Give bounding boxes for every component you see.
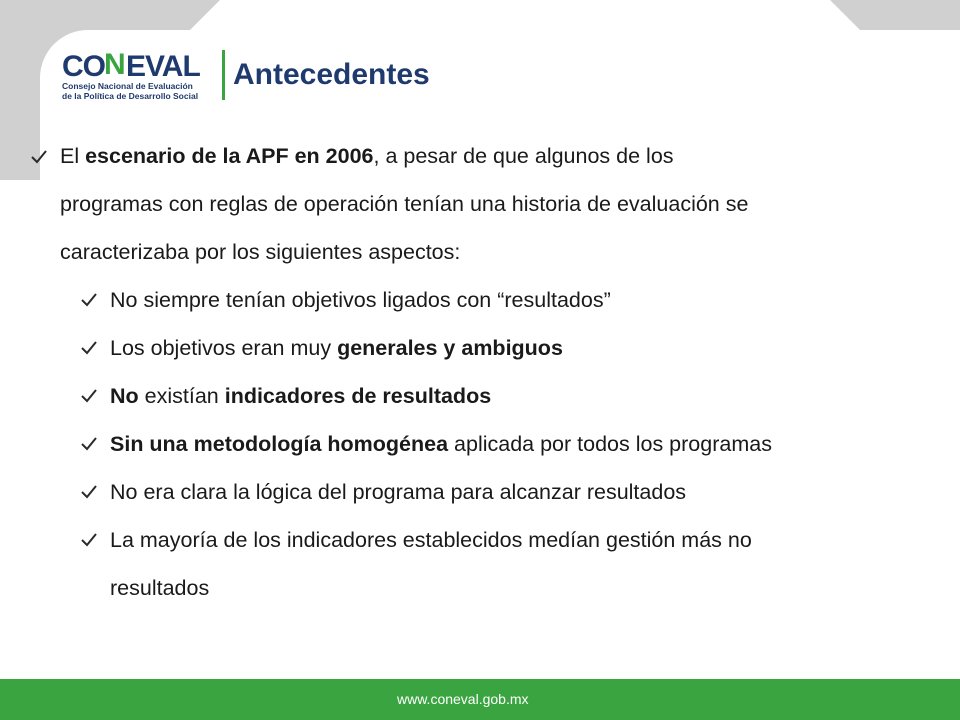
sub-bullet-2: Los objetivos eran muy generales y ambiguos [110,336,563,360]
title-divider [222,50,225,100]
checkmark-icon [80,339,98,357]
footer-url[interactable]: www.coneval.gob.mx [397,691,529,707]
svg-text:CO: CO [62,50,105,83]
svg-text:EVAL: EVAL [126,50,200,83]
svg-text:N: N [104,48,125,81]
bullet-1-line-1: El escenario de la APF en 2006, a pesar de que algunos de los [60,144,674,168]
page-title: Antecedentes [233,58,430,91]
checkmark-icon [80,483,98,501]
sub-bullet-1: No siempre tenían objetivos ligados con “resultados” [110,288,611,312]
sub-bullet-5: No era clara la lógica del programa para alcanzar resultados [110,480,687,504]
footer-bar [0,679,960,720]
sub-bullet-4: Sin una metodología homogénea aplicada por todos los programas [110,432,772,456]
checkmark-icon [80,435,98,453]
bullet-1-line-3: caracterizaba por los siguientes aspectos: [60,240,461,264]
checkmark-icon [80,387,98,405]
checkmark-icon [30,148,48,166]
checkmark-icon [80,291,98,309]
sub-bullet-3: No existían indicadores de resultados [110,384,492,408]
sub-bullet-6-line-2: resultados [110,576,210,600]
bullet-1-line-2: programas con reglas de operación tenían una historia de evaluación se [60,192,749,216]
sub-bullet-6-line-1: La mayoría de los indicadores establecidos medían gestión más no [110,528,752,552]
logo-subtitle: Consejo Nacional de Evaluación de la Política de Desarrollo Social [62,81,199,101]
checkmark-icon [80,531,98,549]
